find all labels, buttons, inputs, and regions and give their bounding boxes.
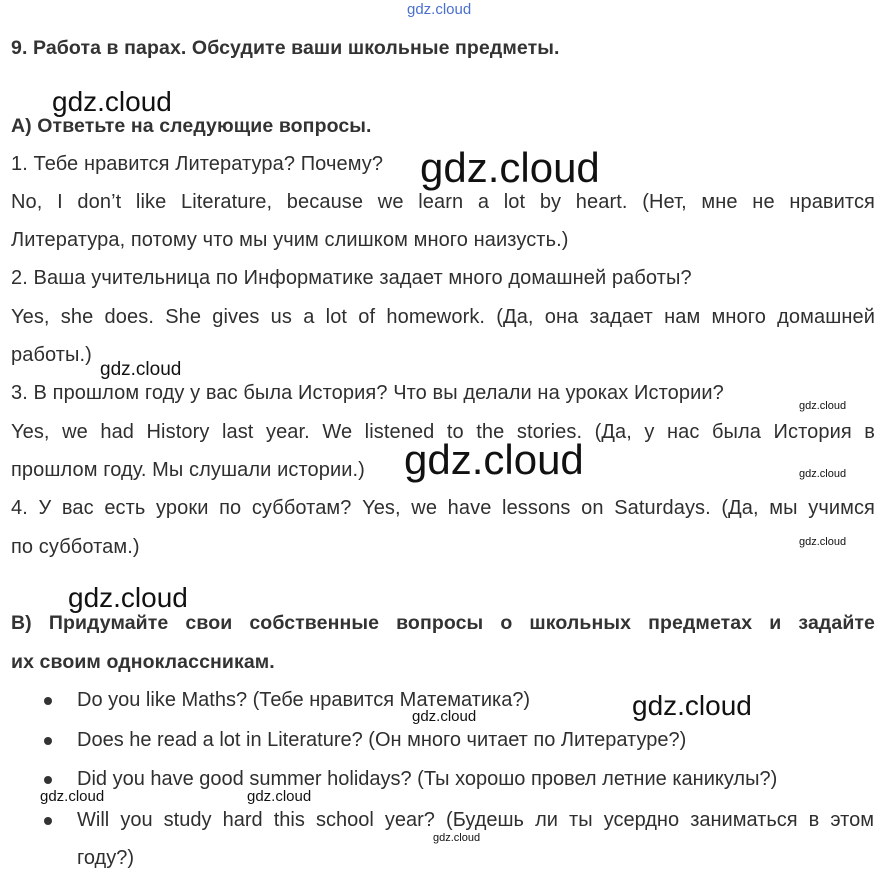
watermark: gdz.cloud	[799, 536, 847, 548]
watermark: gdz.cloud	[40, 788, 105, 805]
answer-2-line-1: Yes, she does. She gives us a lot of homework. (Да, она задает нам много домашней	[11, 306, 875, 328]
bullet-item-4: Will you study hard this school year? (Будешь ли ты усердно заниматься в этом	[77, 809, 874, 831]
bullet-dot	[44, 697, 52, 705]
bullet-item-2: Does he read a lot in Literature? (Он много читает по Литературе?)	[77, 729, 687, 751]
question-2: 2. Ваша учительница по Информатике задает много домашней работы?	[11, 267, 692, 289]
section-a-heading: A) Ответьте на следующие вопросы.	[11, 115, 372, 137]
bullet-dot	[44, 817, 52, 825]
bullet-dot	[44, 776, 52, 784]
bullet-item-4-continuation: году?)	[77, 847, 134, 869]
answer-2-line-2: работы.)	[11, 344, 92, 366]
watermark: gdz.cloud	[632, 690, 752, 721]
bullet-item-1: Do you like Maths? (Тебе нравится Математика?)	[77, 689, 531, 711]
watermark: gdz.cloud	[799, 400, 847, 412]
answer-3-line-2: прошлом году. Мы слушали истории.)	[11, 459, 365, 481]
bullet-item-3: Did you have good summer holidays? (Ты хорошо провел летние каникулы?)	[77, 768, 778, 790]
question-4-line-1: 4. У вас есть уроки по субботам? Yes, we have lessons on Saturdays. (Да, мы учимся	[11, 497, 875, 519]
watermark: gdz.cloud	[100, 359, 182, 380]
question-3: 3. В прошлом году у вас была История? Что вы делали на уроках Истории?	[11, 382, 724, 404]
question-1: 1. Тебе нравится Литература? Почему?	[11, 153, 384, 175]
watermark: gdz.cloud	[799, 468, 847, 480]
watermark: gdz.cloud	[68, 582, 188, 613]
watermark: gdz.cloud	[52, 86, 172, 117]
watermark: gdz.cloud	[433, 832, 481, 844]
watermark: gdz.cloud	[247, 788, 312, 805]
page-title: 9. Работа в парах. Обсудите ваши школьные предметы.	[11, 37, 560, 59]
section-b-heading-line-2: их своим одноклассникам.	[11, 651, 275, 673]
answer-1-line-1: No, I don’t like Literature, because we learn a lot by heart. (Нет, мне не нравится	[11, 191, 875, 213]
bullet-dot	[44, 737, 52, 745]
section-b-heading-line-1: B) Придумайте свои собственные вопросы о школьных предметах и задайте	[11, 612, 875, 634]
watermark: gdz.cloud	[420, 144, 600, 191]
watermark: gdz.cloud	[412, 708, 477, 725]
watermark: gdz.cloud	[404, 436, 584, 483]
answer-1-line-2: Литература, потому что мы учим слишком много наизусть.)	[11, 229, 569, 251]
watermark-top: gdz.cloud	[407, 1, 472, 18]
question-4-line-2: по субботам.)	[11, 536, 140, 558]
answer-3-line-1: Yes, we had History last year. We listened to the stories. (Да, у нас была История в	[11, 421, 875, 443]
